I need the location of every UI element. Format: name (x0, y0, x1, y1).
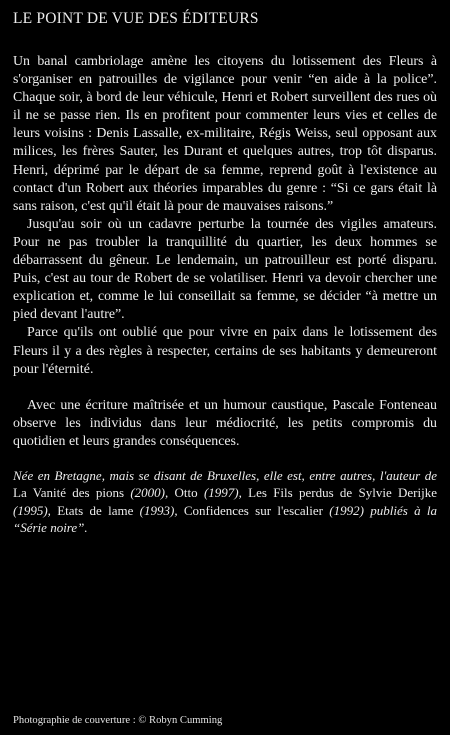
bio-run: (1995), (13, 502, 58, 518)
bio-run: Otto (174, 485, 204, 501)
section-heading: LE POINT DE VUE DES ÉDITEURS (13, 10, 259, 27)
blurb (13, 53, 437, 451)
paragraph-1: Un banal cambriolage amène les citoyens du lotissement des Fleurs à s'organiser en patrouilles de vigilance pour venir “en aide à la police”. Chaque soir, à bord de leur véhicule, Henri et Robert surveillent des rues où il ne se passe rien. Ils en profitent pour commenter leurs vies et celles de leurs voisins : Denis Lassalle, ex-militaire, Régis Weiss, seul opposant aux milices, les frères Sauter, les Durant et quelques autres, trop tôt disparus. Henri, déprimé par le départ de sa femme, reprend goût à l'existence au contact d'un Robert aux théories imparables du genre : “Si ce gars était là sans raison, c'est qu'il était là pour de mauvaises raisons.” (13, 54, 437, 214)
bio-run: Les Fils perdus de Sylvie Derijke (248, 485, 437, 501)
paragraph-2: Jusqu'au soir où un cadavre perturbe la tournée des vigiles amateurs. Pour ne pas troubler la tranquillité du quartier, les deux hommes se débarrassent du gêneur. Le lendemain, un patrouilleur est porté disparu. Puis, c'est au tour de Robert de se volatiliser. Henri va devoir chercher une explication et, comme le lui conseillait sa femme, se décider “à mettre un pied devant l'autre”. (13, 216, 437, 323)
bio-run: Confidences sur l'escalier (183, 502, 330, 518)
bio-run: Née en Bretagne, mais se disant de Bruxelles, elle est, entre autres, l'auteur de (13, 467, 437, 483)
photo-credit: Photographie de couverture : © Robyn Cumming (13, 715, 223, 726)
author-bio (13, 467, 437, 537)
bio-run: (1993), (139, 502, 184, 518)
bio-run: (2000), (130, 485, 175, 501)
paragraph-4: Avec une écriture maîtrisée et un humour caustique, Pascale Fonteneau observe les individus dans leur médiocrité, les petits compromis du quotidien et leurs grandes conséquences. (13, 397, 437, 449)
paragraph-gap (13, 379, 437, 397)
bio-run: Etats de lame (57, 502, 140, 518)
bio-run: (1992) publiés à la “Série noire”. (13, 502, 438, 536)
paragraph-3: Parce qu'ils ont oublié que pour vivre en paix dans le lotissement des Fleurs il y a des règles à respecter, certains de ses habitants y demeureront pour l'éternité. (13, 325, 437, 377)
bio-run: (1997), (203, 485, 249, 501)
bio-run: La Vanité des pions (13, 485, 131, 501)
